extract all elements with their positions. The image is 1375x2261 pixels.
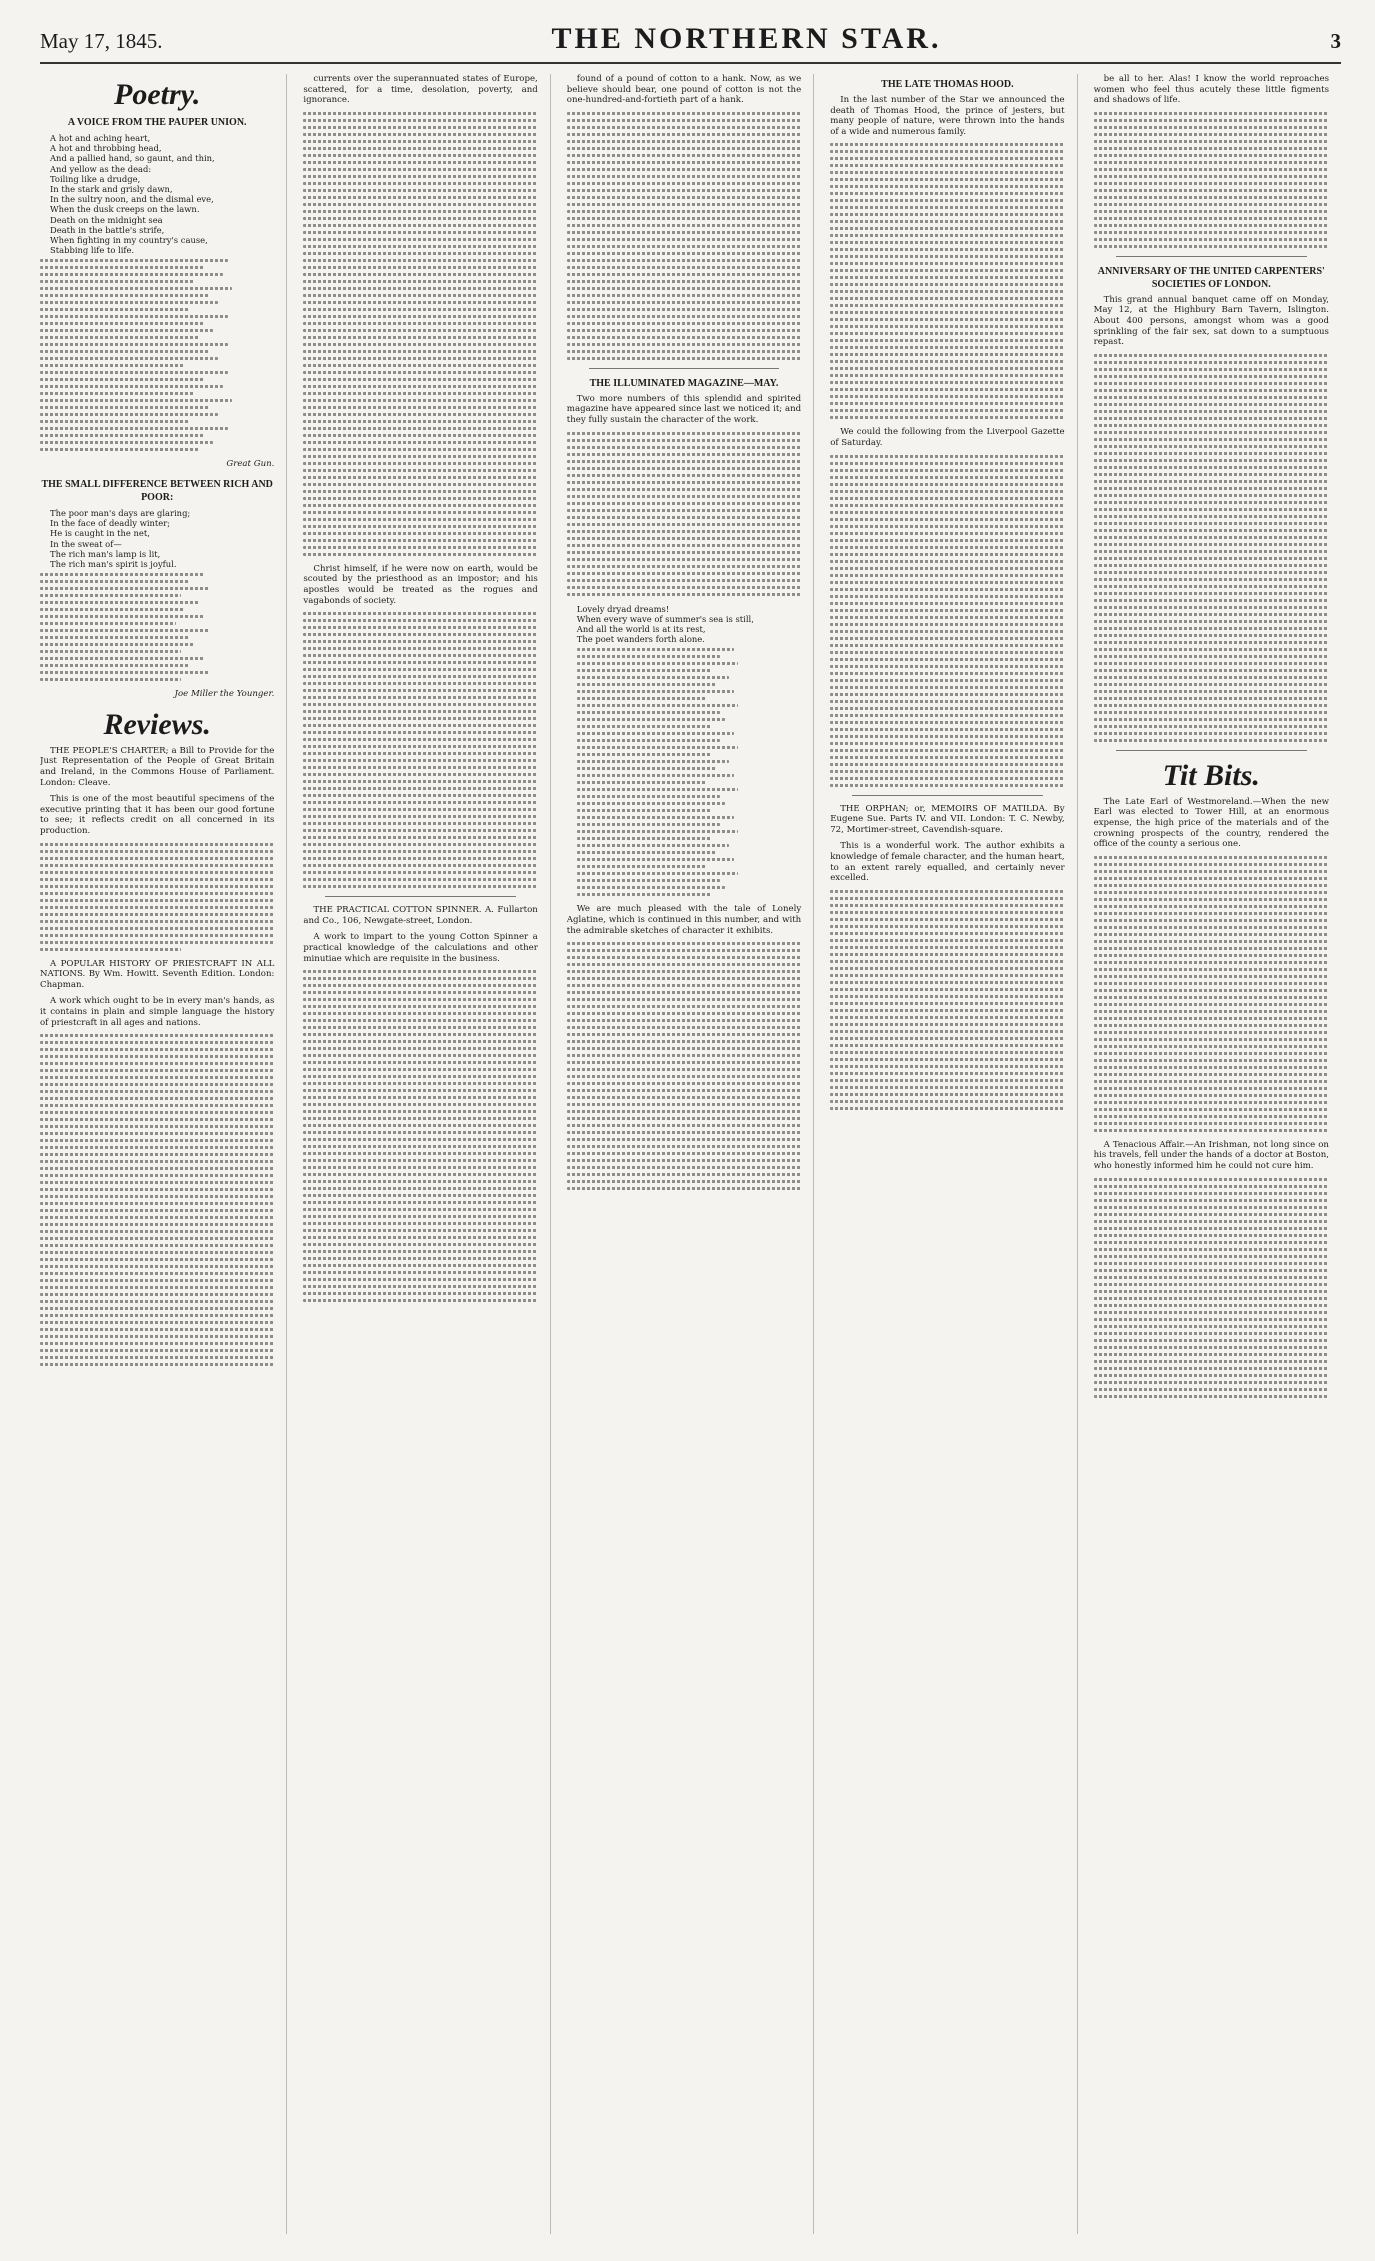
poem-line: And a pallied hand, so gaunt, and thin, [50, 153, 215, 164]
column-3 [567, 74, 814, 2234]
article-text: currents over the superannuated states of Europe, scattered, for a time, desolation, poverty, and ignorance. [303, 74, 538, 106]
article-continuation [303, 970, 537, 1302]
poem-line: Death on the midnight sea [50, 214, 163, 225]
poem-body [567, 604, 801, 645]
poem-line: When fighting in my country's cause, [50, 235, 208, 246]
poem-title: THE SMALL DIFFERENCE BETWEEN RICH AND POOR: [41, 479, 273, 504]
poem-line: Stabbing life to life. [50, 245, 135, 256]
review-title: THE ORPHAN; or, MEMOIRS OF MATILDA. By Eugene Sue. Parts IV. and VII. London: T. C. Newby, 72, Mortimer-street, Cavendish-square. [830, 803, 1065, 835]
poem-line: When every wave of summer's sea is still, [576, 613, 754, 624]
article-continuation [1094, 354, 1329, 742]
article-text: This is one of the most beautiful specimens of the executive printing that it has been our good fortune to see; it reflects credit on all concerned in its production. [40, 794, 275, 836]
column-1 [40, 74, 287, 2234]
poem-line: He is caught in the net, [50, 528, 150, 539]
section-divider [325, 896, 515, 897]
article-text: We are much pleased with the tale of Lonely Aglatine, which is continued in this number, and with the admirable sketches of character it exhibits. [566, 904, 802, 936]
poem-line: And yellow as the dead: [50, 163, 152, 174]
article-text: found of a pound of cotton to a hank. Now, as we believe should bear, one pound of cotton is not the one-hundred-and-fortieth part of a hank. [566, 74, 802, 106]
article-continuation [40, 843, 274, 951]
article-continuation [1094, 112, 1329, 248]
article-text: A work which ought to be in every man's hands, as it contains in plain and simple language the history of priestcraft in all ages and nations. [40, 996, 275, 1028]
column-5 [1094, 74, 1341, 2234]
poem-line: In the sweat of— [50, 538, 122, 549]
poem-line: A hot and throbbing head, [50, 143, 162, 154]
section-divider [589, 368, 779, 369]
review-title: A POPULAR HISTORY OF PRIESTCRAFT IN ALL NATIONS. By Wm. Howitt. Seventh Edition. London: Chapman. [40, 958, 275, 990]
tit-bits-heading: Tit Bits. [1162, 758, 1260, 792]
article-continuation [1094, 1178, 1329, 1398]
section-divider [1116, 256, 1307, 257]
poem-line: And all the world is at its rest, [576, 623, 706, 634]
issue-date: May 17, 1845. [40, 29, 163, 53]
masthead [40, 22, 1341, 64]
poem-title: A VOICE FROM THE PAUPER UNION. [67, 117, 247, 128]
article-heading: ANNIVERSARY OF THE UNITED CARPENTERS' SOCIETIES OF LONDON. [1097, 265, 1325, 290]
section-divider [1116, 750, 1307, 751]
poem-line: In the sultry noon, and the dismal eve, [50, 194, 214, 205]
review-heading: THE ILLUMINATED MAGAZINE—MAY. [589, 377, 779, 389]
article-continuation [567, 432, 801, 596]
poem-body [40, 133, 274, 255]
review-title: THE PRACTICAL COTTON SPINNER. A. Fullarton and Co., 106, Newgate-street, London. [303, 905, 538, 926]
article-text: Christ himself, if he were now on earth, would be scouted by the priesthood as an impostor; and his apostles would be treated as the rogues and vagabonds of society. [303, 563, 538, 606]
poem-line: In the face of deadly winter; [50, 518, 171, 529]
article-text: This is a wonderful work. The author exhibits a knowledge of female character, and the human heart, to an extent rarely equalled, and certainly never excelled. [830, 841, 1065, 884]
poem-line: When the dusk creeps on the lawn. [50, 204, 200, 215]
column-4 [830, 74, 1077, 2234]
poem-line: The poor man's days are glaring; [50, 508, 191, 519]
poem-line: Toiling like a drudge, [50, 173, 141, 184]
columns [40, 74, 1341, 2234]
article-text: In the last number of the Star we announced the death of Thomas Hood, the prince of jesters, but many people of nature, were thrown into the hands of a wide and numerous family. [830, 95, 1065, 137]
article-continuation [303, 612, 537, 888]
reviews-heading: Reviews. [103, 707, 211, 741]
article-continuation [830, 890, 1064, 1110]
poem-continuation [40, 259, 274, 451]
column-2 [303, 74, 550, 2234]
article-text: This grand annual banquet came off on Monday, May 12, at the Highbury Barn Tavern, Islington. About 400 persons, amongst whom was a good sprinkling of the fair sex, sat down to a sumptuous repast. [1093, 294, 1329, 348]
review-title: THE PEOPLE'S CHARTER; a Bill to Provide for the Just Representation of the People of Great Britain and Ireland, in the Commons House of Parliament. London: Cleave. [40, 745, 275, 788]
article-text: Two more numbers of this splendid and spirited magazine have appeared since last we noticed it; and they fully sustain the character of the work. [566, 393, 802, 425]
article-text: A work to impart to the young Cotton Spinner a practical knowledge of the calculations and other minutiae which are requisite in the business. [303, 932, 538, 964]
poem-line: The rich man's lamp is lit, [50, 548, 161, 559]
poem-credit: Joe Miller the Younger. [174, 689, 275, 700]
poem-continuation [40, 573, 274, 681]
article-continuation [40, 1034, 274, 1366]
article-text: The Late Earl of Westmoreland.—When the new Earl was elected to Tower Hill, at an enormous expense, the high price of the materials and of the crowning prospects of the country, rendered the office of the county a serious one. [1093, 796, 1329, 850]
poem-line: Death in the battle's strife, [50, 224, 165, 235]
article-text: be all to her. Alas! I know the world reproaches women who feel thus acutely these little figments and shadows of life. [1093, 74, 1329, 106]
article-continuation [303, 112, 537, 556]
article-heading: THE LATE THOMAS HOOD. [881, 79, 1014, 90]
article-text: A Tenacious Affair.—An Irishman, not long since on his travels, fell under the hands of a doctor at Boston, who honestly informed him he could not cure him. [1093, 1139, 1329, 1171]
article-continuation [1094, 856, 1329, 1132]
poem-continuation [567, 648, 801, 896]
section-divider [852, 795, 1042, 796]
poem-credit: Great Gun. [226, 459, 275, 470]
poem-line: In the stark and grisly dawn, [50, 184, 173, 195]
poem-line: The rich man's spirit is joyful. [50, 559, 177, 570]
article-continuation [830, 455, 1064, 787]
poem-line: The poet wanders forth alone. [576, 634, 705, 645]
page-number: 3 [1330, 29, 1341, 53]
newspaper-title: THE NORTHERN STAR. [551, 22, 942, 55]
article-text: We could the following from the Liverpool Gazette of Saturday. [830, 427, 1065, 448]
poetry-heading: Poetry. [114, 78, 201, 111]
poem-line: A hot and aching heart, [50, 133, 151, 143]
poem-line: Lovely dryad dreams! [576, 603, 670, 614]
article-continuation [830, 143, 1064, 419]
poem-body [40, 508, 274, 569]
article-continuation [567, 942, 801, 1190]
article-continuation [567, 112, 801, 360]
